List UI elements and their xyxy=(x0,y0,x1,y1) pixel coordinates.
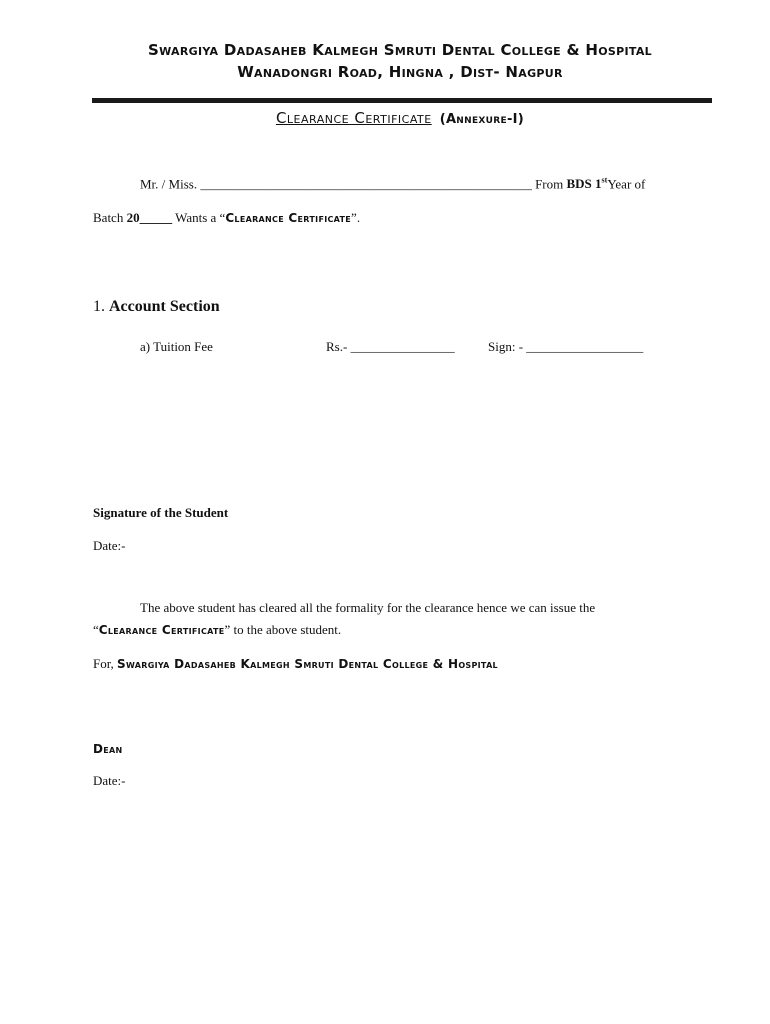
statement-end: ” to the above student. xyxy=(224,622,342,637)
sign-field xyxy=(488,339,643,355)
wants-text: Wants a “ xyxy=(175,210,226,225)
for-college-name: Swargiya Dadasaheb Kalmegh Smruti Dental College & Hospital xyxy=(117,657,498,671)
dean-date-label: Date:- xyxy=(93,773,126,788)
college-name: Swargiya Dadasaheb Kalmegh Smruti Dental College & Hospital xyxy=(148,41,652,59)
title-annexure: (Annexure-I) xyxy=(439,112,525,127)
statement-line-2 xyxy=(93,622,341,638)
sign-label: Sign: - xyxy=(488,339,524,354)
year-of-label: Year of xyxy=(607,176,646,192)
for-college-line xyxy=(93,656,498,672)
batch-label: Batch xyxy=(93,210,124,225)
sign-blank: __________________ xyxy=(526,339,644,354)
section-number: 1. xyxy=(93,298,105,315)
header-divider xyxy=(92,98,712,103)
title-main: Clearance Certificate xyxy=(275,109,432,127)
intro-line-2 xyxy=(93,210,360,226)
document-title xyxy=(0,109,770,128)
rs-blank: ________________ xyxy=(350,339,455,354)
mr-miss-label: Mr. / Miss. xyxy=(140,176,198,192)
rs-label: Rs.- xyxy=(326,339,348,354)
account-section-heading xyxy=(93,298,220,316)
intro-end: ”. xyxy=(351,210,361,225)
course-label: BDS 1st xyxy=(566,176,608,192)
statement-open-quote: “ xyxy=(93,622,99,637)
tuition-fee-label: a) Tuition Fee xyxy=(140,339,213,354)
rs-field xyxy=(326,339,455,355)
statement-cert-text: Clearance Certificate xyxy=(98,623,225,637)
student-date-label: Date:- xyxy=(93,538,126,553)
section-title: Account Section xyxy=(109,298,220,315)
from-label: From xyxy=(535,176,564,192)
statement-line-1: The above student has cleared all the formality for the clearance hence we can issue the xyxy=(140,600,596,615)
dean-label: Dean xyxy=(93,742,123,756)
for-label: For, xyxy=(93,656,114,671)
intro-line-1 xyxy=(140,176,645,192)
clearance-certificate-text: Clearance Certificate xyxy=(225,211,352,225)
name-blank: ___________________________________________________ xyxy=(200,176,532,192)
college-address: Wanadongri Road, Hingna , Dist- Nagpur xyxy=(237,63,563,81)
student-signature-label: Signature of the Student xyxy=(93,505,229,520)
batch-year-blank: 20_____ xyxy=(126,210,173,225)
